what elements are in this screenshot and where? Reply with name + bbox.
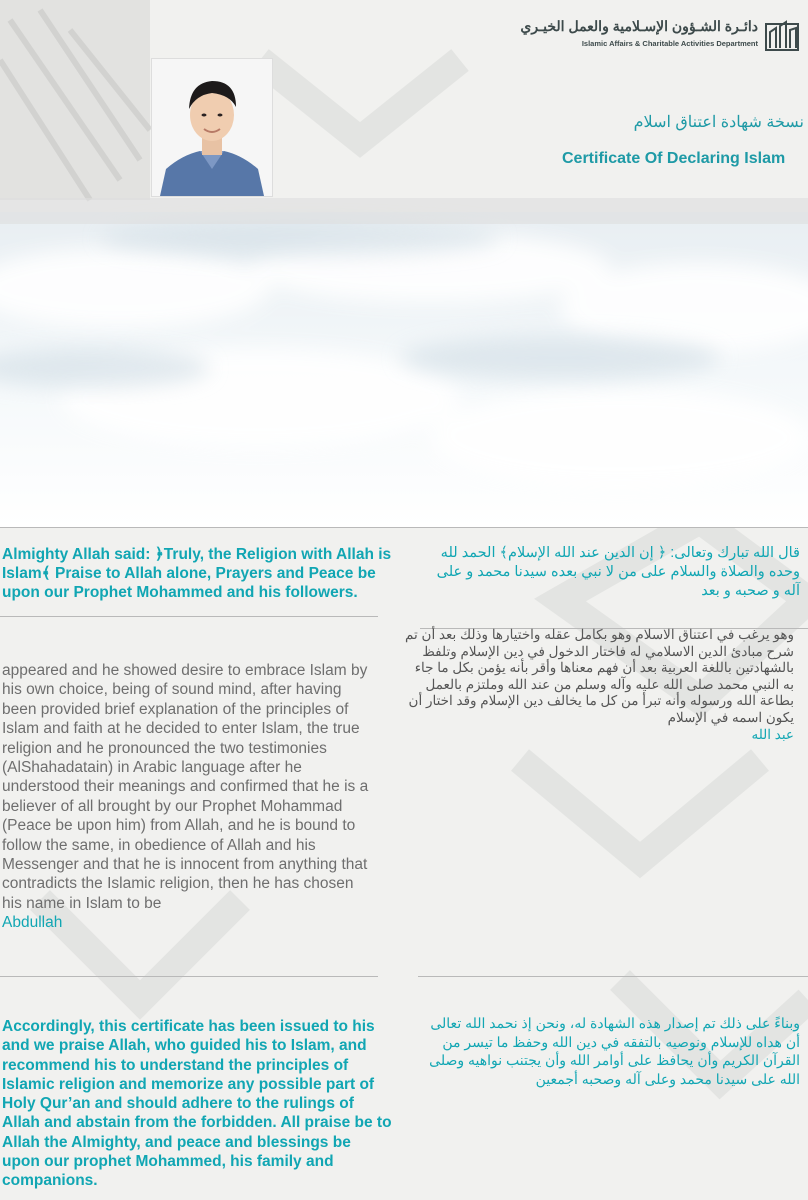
- divider: [418, 976, 808, 977]
- closing-arabic: وبناءً على ذلك تم إصدار هذه الشهادة له، ونحن إذ نحمد الله تعالى أن هداه للإسلام ونوصيه بالتفقه في دين الله وحفظ ما تيسر من القرآن الكريم وأن يحافظ على أوامر الله وأن يجتنب نواهيه وصلى الله على سيدنا محمد وعلى آله وصحبه أجمعين: [429, 1015, 800, 1087]
- divider: [0, 976, 378, 977]
- declaration-english: [2, 661, 374, 933]
- divider: [0, 616, 378, 617]
- logo-english-text: Islamic Affairs & Charitable Activities Department: [581, 39, 758, 48]
- declaration-arabic-text: وهو يرغب في اعتناق الاسلام وهو بكامل عقله واختيارها وذلك بعد أن تم شرح مبادئ الدين الاسلامي له فاختار الدخول في دين الإسلام وتلفظ بالشهادتين باللغة العربية بعد أن فهم معناها وأقر بأنه يؤمن بكل ما جاء به النبي محمد صلى الله عليه وآله وسلم من عند الله وملتزم بالعمل بطاعة الله ورسوله وأنه تبرأ من كل ما يخالف دين الإسلام وقد اختار أن يكون اسمه في الإسلام: [405, 627, 794, 725]
- opening-verse-english: Almighty Allah said: ﴿Truly, the Religion with Allah is Islam﴾ Praise to Allah alone, Prayers and Peace be upon our Prophet Mohammed and his followers.: [2, 546, 392, 601]
- divider: [0, 527, 808, 528]
- portrait-photo-icon: [152, 59, 272, 196]
- department-logo: [520, 18, 800, 52]
- certificate-title-english: Certificate Of Declaring Islam: [562, 150, 786, 167]
- declaration-arabic: [402, 627, 794, 743]
- opening-verse-arabic: قال الله تبارك وتعالى: ﴿ إن الدين عند الله الإسلام﴾ الحمد لله وحده والصلاة والسلام على من لا نبي بعده سيدنا محمد و على آله و صحبه و بعد: [436, 545, 800, 599]
- logo-mark-icon: [764, 18, 800, 52]
- closing-english: Accordingly, this certificate has been issued to his and we praise Allah, who guided his to Islam, and recommend his to understand the principles of Islamic religion and memorize any possible part of Holy Qur’an and should adhere to the rulings of Allah and abstain from the forbidden. All praise be to Allah the Almighty, and peace and blessings be upon our prophet Mohammed, his family and companions.: [2, 1018, 392, 1190]
- applicant-photo: [151, 58, 273, 197]
- certificate-title-arabic: نسخة شهادة اعتناق اسلام: [633, 114, 804, 131]
- cloud-background: [0, 198, 808, 528]
- islamic-name-arabic: عبد الله: [751, 726, 794, 742]
- logo-arabic-text: دائـرة الشـؤون الإسـلامية والعمل الخيـري: [520, 18, 758, 34]
- islamic-name-english: Abdullah: [2, 914, 63, 932]
- declaration-english-text: appeared and he showed desire to embrace Islam by his own choice, being of sound mind, after having been provided brief explanation of the principles of Islam and faith at he decided to enter Islam, the true religion and he pronounced the two testimonies (AlShahadatain) in Arabic language after he understood their meanings and confirmed that he is a believer of all brought by our Prophet Mohammad (Peace be upon him) from Allah, and he is bound to follow the same, in obedience of Allah and his Messenger and that he is innocent from anything that contradicts the Islamic religion, then he has chosen his name in Islam to be: [2, 662, 369, 912]
